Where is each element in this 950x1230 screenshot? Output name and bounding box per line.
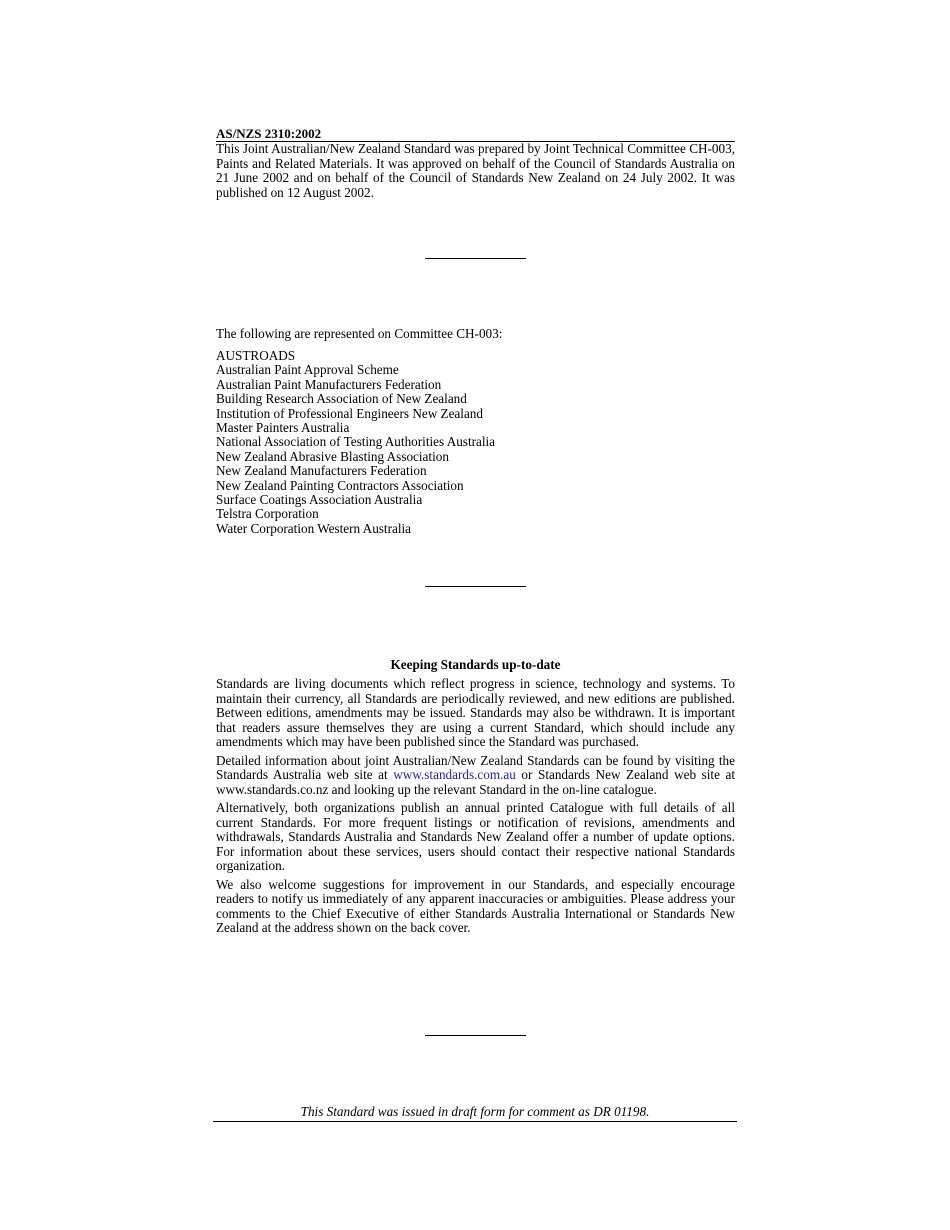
paragraph-catalogue: Alternatively, both organizations publish an annual printed Catalogue with full details of all current Standards. For more frequent listings or notification of revisions, amendments and withdrawals, Standards Australia and Standards New Zealand offer a number of update options. For information about these services, users should contact their respective national Standards organization. <box>216 800 735 873</box>
committee-member: New Zealand Abrasive Blasting Association <box>216 448 449 464</box>
divider-3 <box>425 1035 526 1036</box>
committee-member: National Association of Testing Authorities Australia <box>216 434 496 450</box>
committee-member: Institution of Professional Engineers New Zealand <box>216 405 483 421</box>
committee-member: New Zealand Painting Contractors Association <box>216 477 464 493</box>
standard-code: AS/NZS 2310:2002 <box>216 126 735 142</box>
committee-member: New Zealand Manufacturers Federation <box>216 463 427 479</box>
paragraph-web-info-text-1: Detailed information about joint Australian/New Zealand Standards can be found by visiting the Standards Australia web site at <box>216 752 735 782</box>
committee-member: Water Corporation Western Australia <box>216 520 412 536</box>
paragraph-suggestions: We also welcome suggestions for improvement in our Standards, and especially encourage readers to notify us immediately of any apparent inaccuracies or ambiguities. Please address your comments to the Chief Executive of either Standards Australia International or Standards New Zealand at the address shown on the back cover. <box>216 876 735 935</box>
paragraph-living-documents: Standards are living documents which reflect progress in science, technology and systems. To maintain their currency, all Standards are periodically reviewed, and new editions are published. Between editions, amendments may be issued. Standards may also be withdrawn. It is important that readers assure themselves they are using a current Standard, which should include any amendments which may have been published since the Standard was purchased. <box>216 676 735 749</box>
divider-1 <box>425 258 526 259</box>
committee-member: Telstra Corporation <box>216 506 319 522</box>
committee-member: AUSTROADS <box>216 348 296 363</box>
committee-member: Australian Paint Manufacturers Federation <box>216 376 442 392</box>
paragraph-web-info <box>216 754 735 798</box>
divider-2 <box>425 586 526 587</box>
intro-paragraph: This Joint Australian/New Zealand Standard was prepared by Joint Technical Committee CH-003, Paints and Related Materials. It was approved on behalf of the Council of Standards Australia on 21 June 2002 and on behalf of the Council of Standards New Zealand on 24 July 2002. It was published on 12 August 2002. <box>216 141 735 200</box>
committee-member: Australian Paint Approval Scheme <box>216 362 399 378</box>
committee-intro: The following are represented on Committee CH-003: <box>216 326 503 341</box>
standards-australia-link[interactable]: www.standards.com.au <box>393 767 516 782</box>
draft-footer-note: This Standard was issued in draft form for comment as DR 01198. <box>213 1104 737 1122</box>
committee-members-list <box>216 349 735 536</box>
section-body <box>216 677 735 940</box>
committee-member: Building Research Association of New Zealand <box>216 391 467 407</box>
committee-member: Master Painters Australia <box>216 420 350 436</box>
section-title: Keeping Standards up-to-date <box>390 657 561 672</box>
paragraph-web-info-text-2: or Standards New Zealand web site at www.standards.co.nz and looking up the relevant Standard in the on-line catalogue. <box>216 767 736 797</box>
committee-member: Surface Coatings Association Australia <box>216 492 423 508</box>
